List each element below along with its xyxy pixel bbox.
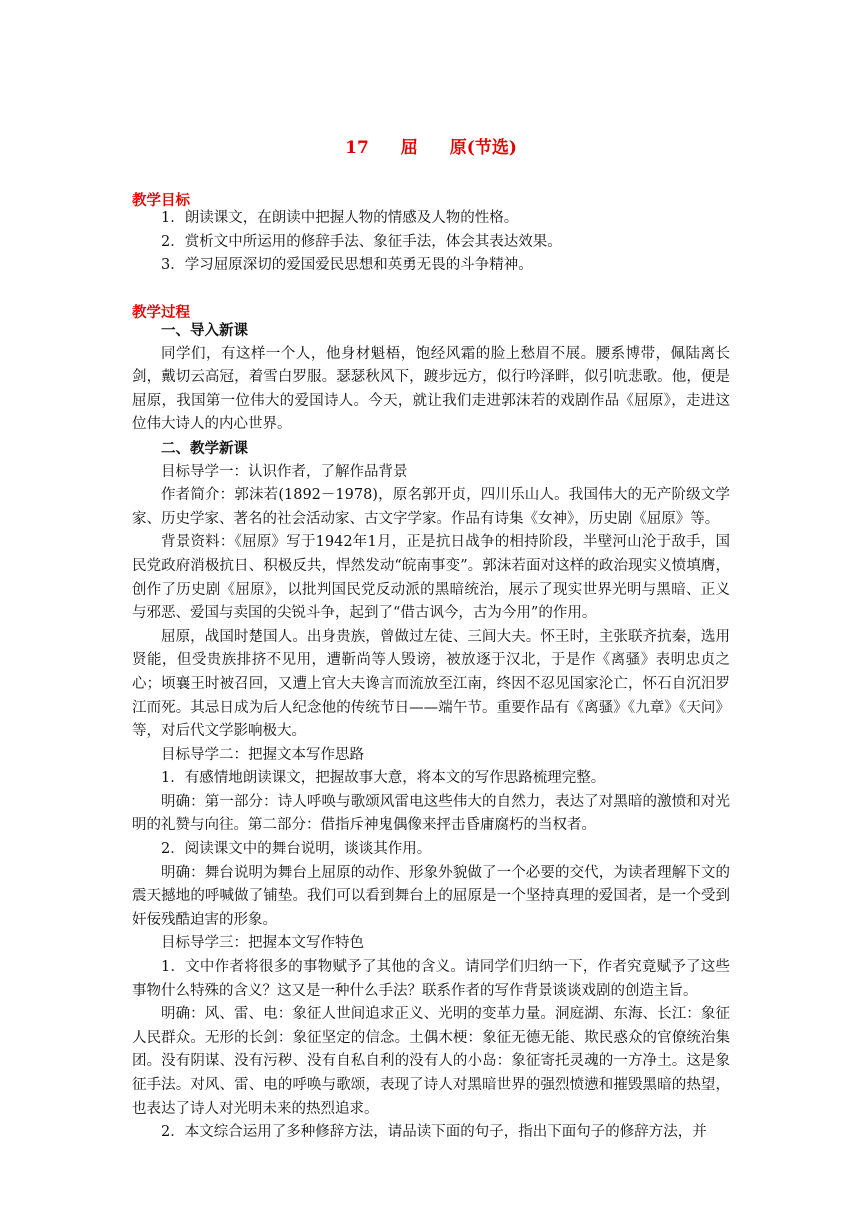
lesson-title — [132, 133, 730, 158]
objective-item: 1．朗读课文，在朗读中把握人物的情感及人物的性格。 — [161, 210, 519, 226]
answer-2: 明确：舞台说明为舞台上屈原的动作、形象外貌做了一个必要的交代，为读者理解下文的震天撼地的呼喊做了铺垫。我们可以看到舞台上的屈原是一个坚持真理的爱国者，是一个受到奸佞残酷迫害的形象。 — [132, 864, 730, 928]
section-intro-heading: 一、导入新课 — [161, 322, 248, 339]
lesson-title-part2: 原(节选) — [449, 138, 517, 158]
question-4: 2．本文综合运用了多种修辞方法，请品读下面的句子，指出下面句子的修辞方法，并 — [161, 1124, 707, 1141]
answer-3: 明确：风、雷、电：象征人世间追求正义、光明的变革力量。洞庭湖、东海、长江：象征人民群众。无形的长剑：象征坚定的信念。土偶木梗：象征无德无能、欺民惑众的官僚统治集团。没有阴谋、没有污秽、没有自私自利的没有人的小岛：象征寄托灵魂的一方净土。这是象征手法。对风、雷、电的呼唤与歌颂，表现了诗人对黑暗世界的强烈愤懑和摧毁黑暗的热望，也表达了诗人对光明未来的热烈追求。 — [132, 1006, 730, 1117]
answer-1: 明确：第一部分：诗人呼唤与歌颂风雷电这些伟大的自然力，表达了对黑暗的激愤和对光明的礼赞与向往。第二部分：借指斥神鬼偶像来抨击昏庸腐朽的当权者。 — [132, 793, 730, 834]
lesson-title-part1: 屈 — [400, 138, 418, 158]
lesson-number: 17 — [345, 138, 369, 158]
objective-item: 3．学习屈原深切的爱国爱民思想和英勇无畏的斗争精神。 — [161, 257, 533, 274]
background-paragraph: 背景资料：《屈原》写于1942年1月，正是抗日战争的相持阶段，半壁河山沦于敌手，国民党政府消极抗日、积极反共，悍然发动“皖南事变”。郭沫若面对这样的政治现实义愤填膺，创作了历史剧《屈原》，以批判国民党反动派的黑暗统治，展示了现实世界光明与黑暗、正义与邪恶、爱国与卖国的尖锐斗争，起到了“借古讽今，古为今用”的作用。 — [132, 534, 730, 622]
objectives-heading: 教学目标 — [132, 192, 190, 209]
question-1: 1．有感情地朗读课文，把握故事大意，将本文的写作思路梳理完整。 — [161, 770, 606, 787]
goal-3: 目标导学三：把握本文写作特色 — [161, 935, 364, 952]
quyuan-paragraph: 屈原，战国时楚国人。出身贵族，曾做过左徒、三闾大夫。怀王时，主张联齐抗秦，选用贤能，但受贵族排挤不见用，遭靳尚等人毁谤，被放逐于汉北，于是作《离骚》表明忠贞之心；顷襄王时被召回，又遭上官大夫谗言而流放至江南，终因不忍见国家沦亡，怀石自沉汨罗江而死。其忌日成为后人纪念他的传统节日——端午节。重要作品有《离骚》《九章》《天问》等，对后代文学影响极大。 — [132, 628, 730, 740]
goal-2: 目标导学二：把握文本写作思路 — [161, 746, 364, 763]
question-3: 1．文中作者将很多的事物赋予了其他的含义。请同学们归纳一下，作者究竟赋予了这些事物什么特殊的含义？这又是一种什么手法？联系作者的写作背景谈谈戏剧的创造主旨。 — [132, 959, 730, 999]
question-2: 2．阅读课文中的舞台说明，谈谈其作用。 — [161, 841, 432, 858]
process-heading: 教学过程 — [132, 304, 190, 321]
objective-item: 2．赏析文中所运用的修辞手法、象征手法，体会其表达效果。 — [161, 233, 562, 250]
objectives-list — [132, 207, 730, 278]
intro-paragraph: 同学们，有这样一个人，他身材魁梧，饱经风霜的脸上愁眉不展。腰系博带，佩陆离长剑，戴切云高冠，着雪白罗服。瑟瑟秋风下，踱步远方，似行吟泽畔，似引吭悲歌。他，便是屈原，我国第一位伟大的爱国诗人。今天，就让我们走进郭沫若的戏剧作品《屈原》，走进这位伟大诗人的内心世界。 — [132, 345, 730, 433]
author-paragraph: 作者简介：郭沫若(1892－1978)，原名郭开贞，四川乐山人。我国伟大的无产阶级文学家、历史学家、著名的社会活动家、古文字学家。作品有诗集《女神》，历史剧《屈原》等。 — [132, 487, 730, 527]
goal-1: 目标导学一：认识作者，了解作品背景 — [161, 463, 408, 480]
process-body — [132, 319, 730, 1145]
section-new-lesson-heading: 二、教学新课 — [161, 439, 248, 457]
